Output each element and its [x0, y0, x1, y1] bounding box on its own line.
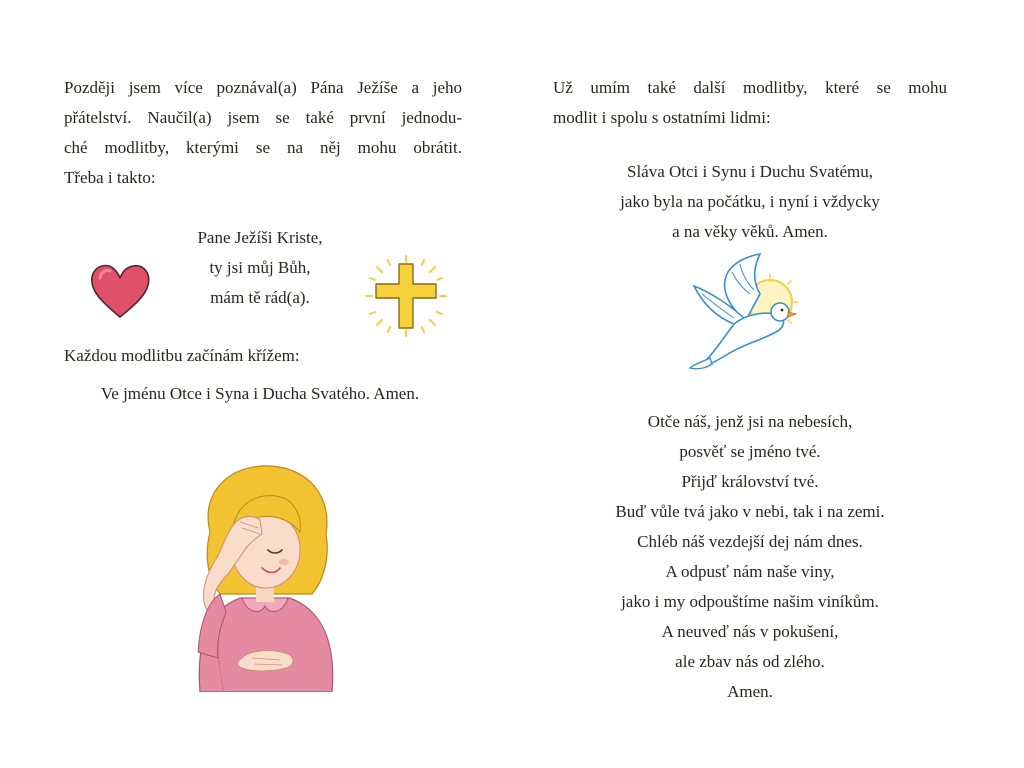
left-intro-line-1: Později jsem více poznával(a) Pána Ježíše a jeho [64, 78, 462, 97]
glory-be-line: a na věky věků. Amen. [672, 222, 828, 241]
cross-icon [364, 254, 448, 338]
glory-be-prayer [550, 157, 950, 247]
sign-of-cross [36, 379, 484, 409]
our-father-line: Amen. [727, 682, 773, 701]
dove-icon [688, 250, 814, 378]
left-intro-line-2: přátelství. Naučil(a) jsem se také první jednodu- [64, 108, 462, 127]
our-father-line: posvěť se jméno tvé. [679, 442, 821, 461]
right-page [512, 0, 1024, 768]
our-father-line: ale zbav nás od zlého. [675, 652, 825, 671]
glory-be-line: Sláva Otci i Synu i Duchu Svatému, [626, 162, 873, 181]
right-intro-line-2: modlit i spolu s ostatními lidmi: [553, 108, 771, 127]
short-prayer-line: mám tě rád(a). [210, 288, 310, 307]
heart-icon [88, 260, 152, 322]
short-prayer-line: Pane Ježíši Kriste, [197, 228, 323, 247]
our-father-line: A neuveď nás v pokušení, [661, 622, 839, 641]
right-intro-line-1: Už umím také další modlitby, které se mohu [553, 78, 947, 97]
short-prayer [160, 223, 360, 313]
our-father-prayer [550, 407, 950, 707]
our-father-line: jako i my odpouštíme našim viníkům. [621, 592, 879, 611]
left-intro-line-3: ché modlitby, kterými se na něj mohu obrátit. [64, 138, 462, 157]
our-father-line: Buď vůle tvá jako v nebi, tak i na zemi. [615, 502, 885, 521]
our-father-line: Chléb náš vezdejší dej nám dnes. [637, 532, 863, 551]
our-father-line: Přijď království tvé. [681, 472, 819, 491]
our-father-line: A odpusť nám naše viny, [665, 562, 835, 581]
sign-of-cross-line: Ve jménu Otce i Syna i Ducha Svatého. Amen. [100, 384, 420, 403]
short-prayer-line: ty jsi můj Bůh, [209, 258, 311, 277]
our-father-line: Otče náš, jenž jsi na nebesích, [647, 412, 853, 431]
left-intro-line-4: Třeba i takto: [64, 168, 156, 187]
cross-intro: Každou modlitbu začínám křížem: [64, 346, 300, 365]
praying-girl [180, 462, 350, 692]
glory-be-line: jako byla na počátku, i nyní i vždycky [620, 192, 880, 211]
